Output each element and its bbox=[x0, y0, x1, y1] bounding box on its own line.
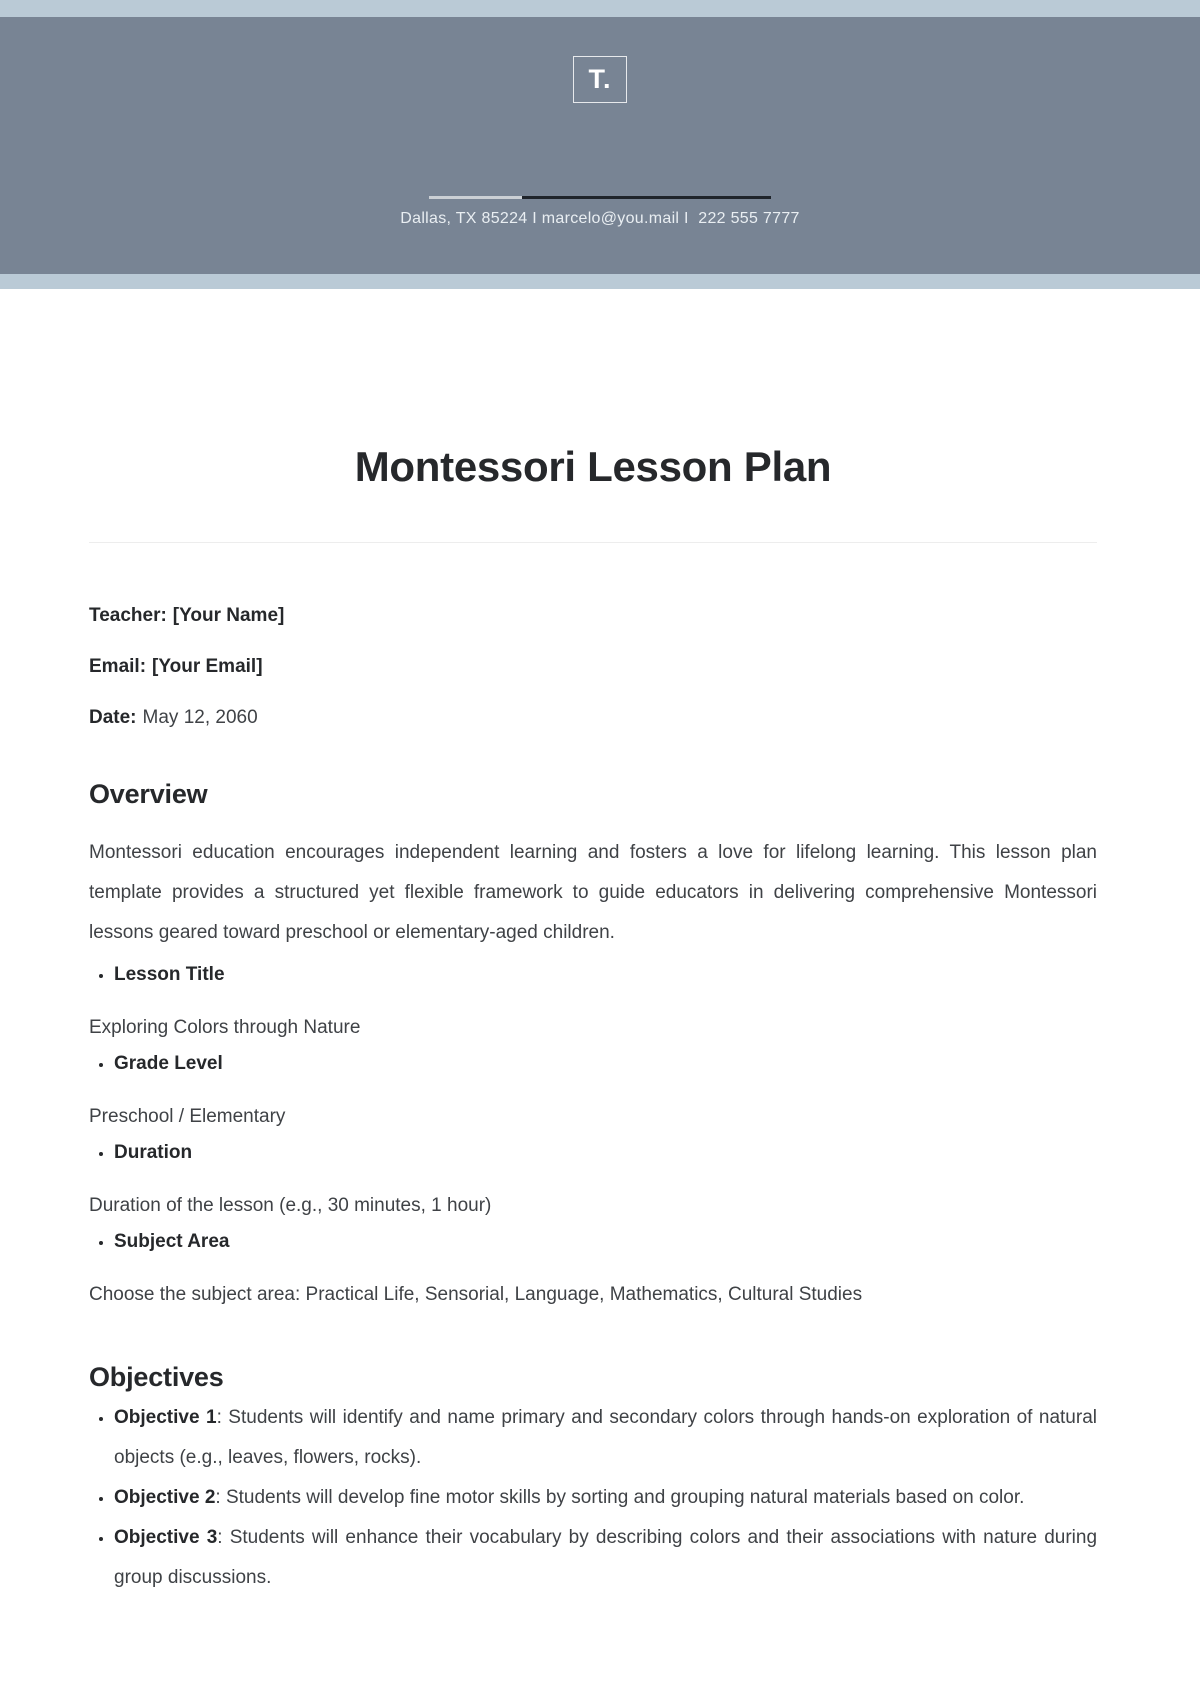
overview-paragraph: Montessori education encourages independent learning and fosters a love for lifelong learning. This lesson plan template provides a structured yet flexible framework to guide educators in delivering comprehensive Montessori lessons geared toward preschool or elementary-aged children. bbox=[89, 842, 1097, 943]
list-item bbox=[89, 957, 1097, 1046]
list-item-objective-1 bbox=[114, 1398, 1097, 1478]
overview-heading: Overview bbox=[89, 779, 208, 809]
meta-teacher bbox=[89, 598, 1097, 634]
letterhead bbox=[0, 0, 1200, 289]
objective-3-text: : Students will enhance their vocabulary by describing colors and their associations with nature during group discussions. bbox=[114, 1527, 1098, 1588]
date-value: May 12, 2060 bbox=[142, 707, 258, 728]
overview-field-list bbox=[89, 957, 1097, 1313]
teacher-value: [Your Name] bbox=[172, 605, 285, 626]
list-item bbox=[89, 1046, 1097, 1135]
meta-email bbox=[89, 649, 1097, 685]
objective-3-label: Objective 3 bbox=[114, 1527, 218, 1548]
page-title: Montessori Lesson Plan bbox=[354, 443, 832, 490]
document-body bbox=[0, 442, 1200, 1598]
field-value-subject-area: Choose the subject area: Practical Life, Sensorial, Language, Mathematics, Cultural Studies bbox=[89, 1284, 863, 1305]
field-value-lesson-title: Exploring Colors through Nature bbox=[89, 1017, 361, 1038]
field-value-duration: Duration of the lesson (e.g., 30 minutes, 1 hour) bbox=[89, 1195, 492, 1216]
brand-logo-text: T. bbox=[588, 64, 612, 94]
field-value-grade-level: Preschool / Elementary bbox=[89, 1106, 286, 1127]
list-item bbox=[89, 1224, 1097, 1313]
list-item-objective-2 bbox=[114, 1478, 1097, 1518]
email-label: Email: bbox=[89, 656, 147, 677]
field-label-duration: Duration bbox=[114, 1142, 193, 1163]
field-label-grade-level: Grade Level bbox=[114, 1053, 223, 1074]
letterhead-divider bbox=[429, 196, 771, 199]
objectives-heading: Objectives bbox=[89, 1362, 224, 1392]
list-item-objective-3 bbox=[114, 1518, 1097, 1598]
date-label: Date: bbox=[89, 707, 137, 728]
letterhead-band bbox=[0, 17, 1200, 274]
title-divider bbox=[89, 542, 1097, 543]
objective-1-text: : Students will identify and name primary and secondary colors through hands-on exploration of natural objects (e.g., leaves, flowers, rocks). bbox=[114, 1407, 1097, 1468]
objective-1-label: Objective 1 bbox=[114, 1407, 217, 1428]
email-value: [Your Email] bbox=[152, 656, 263, 677]
contact-info: Dallas, TX 85224 I marcelo@you.mail I 222 555 7777 bbox=[400, 210, 800, 227]
letterhead-bottom-strip bbox=[0, 274, 1200, 289]
letterhead-divider-dark-segment bbox=[522, 196, 771, 199]
teacher-label: Teacher: bbox=[89, 605, 167, 626]
letterhead-top-strip bbox=[0, 0, 1200, 17]
objective-2-text: : Students will develop fine motor skills by sorting and grouping natural materials based on color. bbox=[215, 1487, 1025, 1508]
field-label-subject-area: Subject Area bbox=[114, 1231, 230, 1252]
list-item bbox=[89, 1135, 1097, 1224]
meta-date bbox=[89, 700, 1097, 736]
objectives-list bbox=[89, 1398, 1097, 1598]
letterhead-divider-light-segment bbox=[429, 196, 522, 199]
brand-logo bbox=[573, 56, 627, 103]
field-label-lesson-title: Lesson Title bbox=[114, 964, 225, 985]
objective-2-label: Objective 2 bbox=[114, 1487, 216, 1508]
